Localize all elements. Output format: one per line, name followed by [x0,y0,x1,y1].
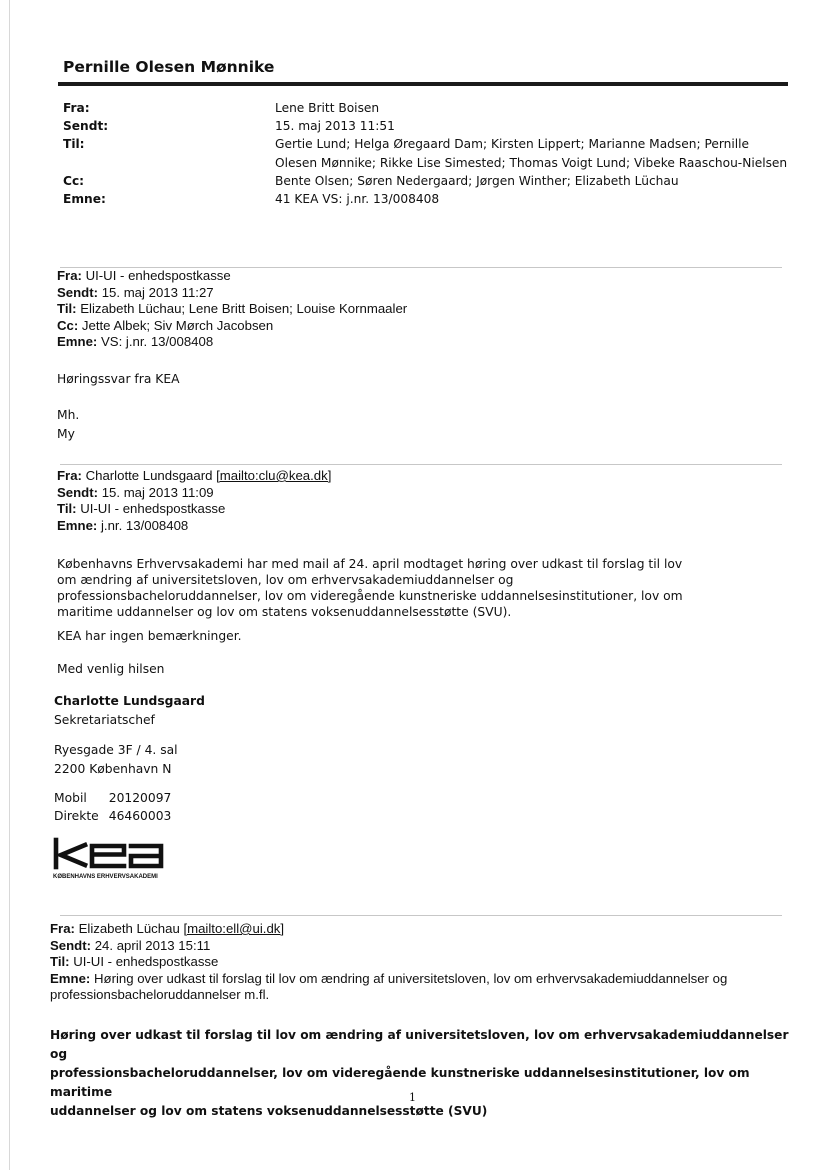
owner-rule [58,82,788,86]
msg2-closing: Med venlig hilsen [57,662,165,676]
kea-logo [52,836,182,882]
message-2-header [57,468,331,534]
msg2-sent-value: 15. maj 2013 11:09 [101,484,214,500]
signature-block [54,692,205,729]
msg2-subject-value: j.nr. 13/008408 [100,517,189,533]
phone-row-mobile [54,790,181,808]
msg1-cc-value: Jette Albek; Siv Mørch Jacobsen [81,317,274,333]
msg1-subject-label: Emne: [57,334,98,349]
msg3-mailto-link[interactable]: [mailto:ell@ui.dk] [183,921,285,936]
cc-value: Bente Olsen; Søren Nedergaard; Jørgen Winther; Elizabeth Lüchau [275,173,679,188]
msg1-sign-1: Mh. [57,408,80,422]
msg2-to-label: Til: [57,501,77,516]
header-from-row [63,99,793,117]
signature-name: Charlotte Lundsgaard [54,694,205,708]
to-value-line1: Gertie Lund; Helga Øregaard Dam; Kirsten Lippert; Marianne Madsen; Pernille [275,137,750,152]
msg2-subject-row [57,518,331,535]
from-label: Fra: [63,101,90,115]
msg1-to-value: Elizabeth Lüchau; Lene Britt Boisen; Louise Kornmaaler [80,301,408,316]
from-value: Lene Britt Boisen [275,101,380,115]
header-cc-row [63,172,793,190]
phone-table [54,790,181,825]
msg1-sent-label: Sendt: [57,284,99,300]
header-to-row [63,135,793,171]
separator-2 [60,464,782,465]
kea-logo-caption: KØBENHAVNS ERHVERVSAKADEMI [53,874,158,880]
msg1-to-row [57,301,407,318]
to-label: Til: [63,137,85,152]
msg1-from-value: UI-UI - enhedspostkasse [85,268,231,283]
msg1-from-row [57,268,407,285]
message-1-header [57,268,407,351]
msg1-sign-2: My [57,427,75,441]
page-number: 1 [409,1091,416,1104]
msg3-to-row [50,954,790,971]
msg1-from-label: Fra: [57,268,82,283]
msg3-from-row [50,921,790,938]
mobile-value: 20120097 [108,791,172,805]
msg2-to-value: UI-UI - enhedspostkasse [80,501,226,516]
hearing-title [50,1026,790,1121]
msg2-para1-line2: om ændring af universitetsloven, lov om erhvervsakademiuddannelser og [57,573,514,587]
message-3-header [50,921,790,1004]
msg3-from-label: Fra: [50,921,75,936]
msg1-sent-row [57,285,407,302]
cc-label: Cc: [63,173,85,188]
mobile-label: Mobil [54,791,87,805]
address-line-1: Ryesgade 3F / 4. sal [54,743,178,757]
direct-label: Direkte [54,808,99,823]
msg3-subject-value-line1: Høring over udkast til forslag til lov om ændring af universitetsloven, lov om erhvervsakademiuddannelser og [93,970,728,986]
header-sent-row [63,117,793,135]
msg2-from-label: Fra: [57,468,82,483]
signature-title: Sekretariatschef [54,712,155,727]
msg2-sent-row [57,485,331,502]
msg3-subject-continuation: professionsbacheloruddannelser m.fl. [50,987,270,1002]
scan-edge-line [9,0,10,1170]
msg2-subject-label: Emne: [57,517,98,533]
to-value-line2: Olesen Mønnike; Rikke Lise Simested; Thomas Voigt Lund; Vibeke Raaschou-Nielsen [275,155,788,170]
signature-address [54,741,178,778]
msg3-from-value: Elizabeth Lüchau [78,921,180,936]
msg2-mailto-link[interactable]: [mailto:clu@kea.dk] [216,468,332,483]
msg3-sent-row [50,938,790,955]
sent-value: 15. maj 2013 11:51 [275,119,395,134]
msg2-from-value: Charlotte Lundsgaard [85,468,213,483]
mailbox-owner-name: Pernille Olesen Mønnike [63,58,275,76]
msg1-body: Høringssvar fra KEA [57,372,180,386]
msg1-cc-label: Cc: [57,317,79,333]
subject-label: Emne: [63,192,106,207]
msg2-paragraph-1 [57,556,757,620]
msg3-sent-label: Sendt: [50,937,92,953]
msg2-to-row [57,501,331,518]
phone-row-direct [54,808,181,826]
msg2-paragraph-2: KEA har ingen bemærkninger. [57,629,242,643]
hearing-title-line3: uddannelser og lov om statens voksenuddannelsesstøtte (SVU) [50,1104,488,1118]
msg2-para1-line4: maritime uddannelser og lov om statens voksenuddannelsesstøtte (SVU). [57,605,512,619]
msg3-subject-label: Emne: [50,970,91,986]
msg2-para1-line3: professionsbacheloruddannelser, lov om videregående kunstneriske uddannelsesinstitutioner, lov om [57,589,683,603]
msg3-to-label: Til: [50,954,70,969]
subject-value: 41 KEA VS: j.nr. 13/008408 [275,192,440,207]
msg1-subject-value: VS: j.nr. 13/008408 [100,334,214,349]
msg3-sent-value: 24. april 2013 15:11 [94,937,211,953]
msg3-subject-row [50,971,790,988]
separator-3 [60,915,782,916]
msg2-para1-line1: Københavns Erhvervsakademi har med mail af 24. april modtaget høring over udkast til forslag til lov [57,557,683,571]
header-subject-row [63,190,793,208]
top-header [63,99,793,208]
hearing-title-line1: Høring over udkast til forslag til lov om ændring af universitetsloven, lov om erhvervsakademiuddannelser og [50,1028,789,1061]
msg1-cc-row [57,318,407,335]
address-line-2: 2200 København N [54,761,172,776]
sent-label: Sendt: [63,119,109,134]
signature-phones [54,790,181,825]
msg3-to-value: UI-UI - enhedspostkasse [73,954,219,969]
hearing-title-line2: professionsbacheloruddannelser, lov om videregående kunstneriske uddannelsesinstitutioner, lov om maritime [50,1066,750,1099]
msg2-sent-label: Sendt: [57,484,99,500]
msg2-from-row [57,468,331,485]
msg1-to-label: Til: [57,301,77,316]
direct-value: 46460003 [108,808,172,823]
msg1-subject-row [57,334,407,351]
msg1-sent-value: 15. maj 2013 11:27 [101,284,214,300]
